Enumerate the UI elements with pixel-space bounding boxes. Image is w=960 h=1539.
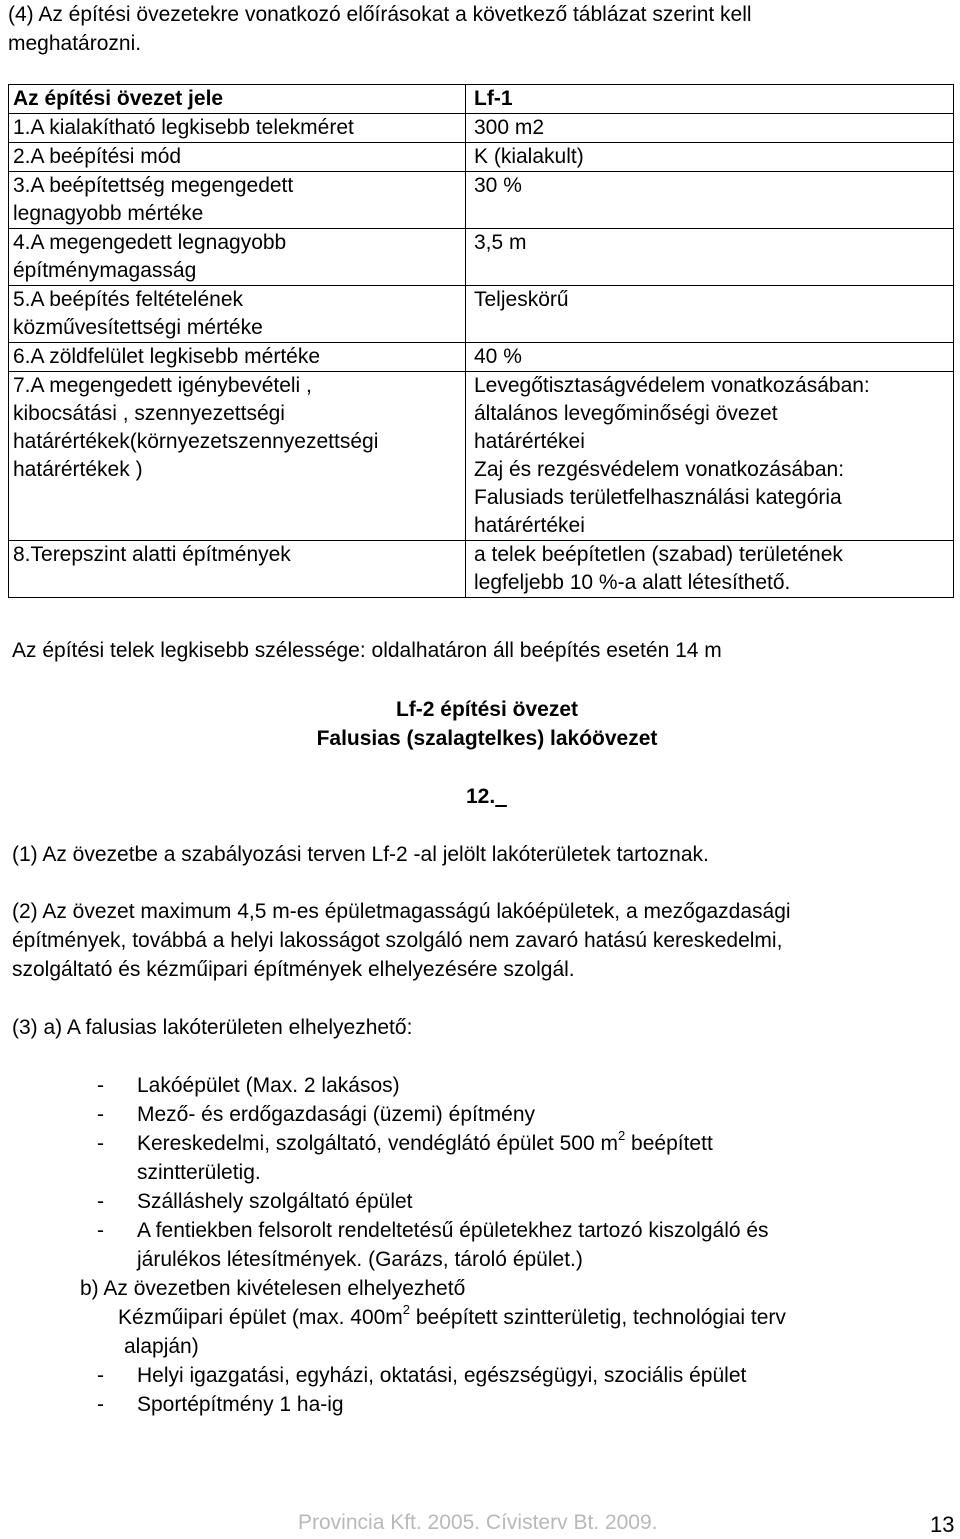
- table-cell-label: [9, 286, 466, 343]
- list-b-line: alapján): [124, 1335, 199, 1358]
- table-header-label: Az építési övezet jele: [9, 85, 466, 114]
- list-dash: -: [97, 1132, 104, 1155]
- table-row: [9, 143, 954, 172]
- list-item-text: beépített: [631, 1132, 713, 1155]
- list-dash: -: [97, 1074, 104, 1097]
- table-cell-value: 40 %: [466, 343, 954, 372]
- table-cell-label: [9, 372, 466, 541]
- table-cell-label: 6.A zöldfelület legkisebb mértéke: [9, 343, 466, 372]
- label-line: kibocsátási , szennyezettségi: [13, 402, 285, 425]
- table-cell-value: 30 %: [466, 172, 954, 229]
- label-line: közművesítettségi mértéke: [13, 316, 263, 339]
- list-item-text: Kereskedelmi, szolgáltató, vendéglátó épület 500 m: [137, 1132, 618, 1155]
- label-line: határértékek(környezetszennyezettségi: [13, 430, 379, 453]
- list-dash: -: [97, 1190, 104, 1213]
- list-item: Szálláshely szolgáltató épület: [137, 1190, 413, 1213]
- list-dash: -: [97, 1364, 104, 1387]
- table-row: [9, 372, 954, 541]
- table-cell-value: [466, 541, 954, 598]
- value-line: határértékei: [474, 514, 585, 537]
- list-b-text: beépített szintterületig, technológiai terv: [410, 1306, 786, 1329]
- list-item: A fentiekben felsorolt rendeltetésű épületekhez tartozó kiszolgáló és: [137, 1219, 769, 1242]
- label-line: határértékek ): [13, 458, 143, 481]
- table-row: [9, 114, 954, 143]
- label-line: 4.A megengedett legnagyobb: [13, 231, 287, 254]
- zone-heading-title: Lf-2 építési övezet: [395, 698, 579, 721]
- list-item: [137, 1129, 713, 1158]
- paragraph-3: (3) a) A falusias lakóterületen elhelyezhető:: [12, 1016, 413, 1039]
- value-line: Zaj és rezgésvédelem vonatkozásában:: [474, 458, 845, 481]
- list-b-heading: b) Az övezetben kivételesen elhelyezhető: [80, 1277, 466, 1300]
- list-dash: -: [97, 1103, 104, 1126]
- table-header-value: Lf-1: [466, 85, 954, 114]
- value-line: a telek beépítetlen (szabad) területének: [474, 543, 843, 566]
- table-cell-value: Teljeskörű: [466, 286, 954, 343]
- label-line: legnagyobb mértéke: [13, 202, 204, 225]
- table-cell-value: [466, 372, 954, 541]
- list-dash: -: [97, 1219, 104, 1242]
- intro-line-2: meghatározni.: [8, 32, 142, 55]
- value-line: Falusiads területfelhasználási kategória: [474, 486, 842, 509]
- table-row: [9, 286, 954, 343]
- paragraph-1: (1) Az övezetbe a szabályozási terven Lf-2 -al jelölt lakóterületek tartoznak.: [12, 843, 709, 866]
- table-cell-value: K (kialakult): [466, 143, 954, 172]
- section-underline: [495, 785, 507, 808]
- page-number: 13: [930, 1512, 955, 1537]
- table-cell-label: 8.Terepszint alatti építmények: [9, 541, 466, 598]
- table-row: [9, 229, 954, 286]
- list-b-text: Kézműipari épület (max. 400m: [118, 1306, 403, 1329]
- table-cell-label: [9, 229, 466, 286]
- zone-heading-subtitle: Falusias (szalagtelkes) lakóövezet: [316, 727, 658, 750]
- table-cell-label: 2.A beépítési mód: [9, 143, 466, 172]
- table-row: [9, 343, 954, 372]
- table-cell-label: [9, 172, 466, 229]
- superscript-2: 2: [402, 1302, 411, 1317]
- value-line: Levegőtisztaságvédelem vonatkozásában:: [474, 374, 870, 397]
- value-line: legfeljebb 10 %-a alatt létesíthető.: [474, 571, 791, 594]
- label-line: 5.A beépítés feltételének: [13, 288, 244, 311]
- intro-line-1: (4) Az építési övezetekre vonatkozó előírásokat a következő táblázat szerint kell: [8, 3, 752, 26]
- width-note: Az építési telek legkisebb szélessége: oldalhatáron áll beépítés esetén 14 m: [12, 639, 722, 662]
- label-line: 7.A megengedett igénybevételi ,: [13, 374, 312, 397]
- paragraph-2-line: (2) Az övezet maximum 4,5 m-es épületmagasságú lakóépületek, a mezőgazdasági: [12, 900, 791, 923]
- paragraph-2-line: szolgáltató és kézműipari építmények elhelyezésére szolgál.: [12, 958, 575, 981]
- label-line: 3.A beépítettség megengedett: [13, 174, 294, 197]
- label-line: építménymagasság: [13, 259, 197, 282]
- table-cell-value: 300 m2: [466, 114, 954, 143]
- list-item: Lakóépület (Max. 2 lakásos): [137, 1074, 400, 1097]
- list-dash: -: [97, 1393, 104, 1416]
- value-line: határértékei: [474, 430, 585, 453]
- table-cell-label: 1.A kialakítható legkisebb telekméret: [9, 114, 466, 143]
- paragraph-2-line: építmények, továbbá a helyi lakosságot szolgáló nem zavaró hatású kereskedelmi,: [12, 929, 783, 952]
- footer-text: Provincia Kft. 2005. Cívisterv Bt. 2009.: [298, 1511, 658, 1534]
- table-row: [9, 541, 954, 598]
- list-item: Sportépítmény 1 ha-ig: [137, 1393, 344, 1416]
- section-number-text: 12.: [466, 785, 496, 808]
- section-number: [466, 782, 507, 811]
- list-item-continuation: szintterületig.: [137, 1161, 261, 1184]
- list-b-line: [118, 1303, 786, 1332]
- list-item-continuation: járulékos létesítmények. (Garázs, tároló épület.): [137, 1248, 583, 1271]
- value-line: általános levegőminőségi övezet: [474, 402, 778, 425]
- list-item: Mező- és erdőgazdasági (üzemi) építmény: [137, 1103, 536, 1126]
- table-cell-value: 3,5 m: [466, 229, 954, 286]
- table-header-row: [9, 85, 954, 114]
- superscript-2: 2: [617, 1128, 626, 1143]
- zone-table: [8, 84, 954, 598]
- list-item: Helyi igazgatási, egyházi, oktatási, egészségügyi, szociális épület: [137, 1364, 747, 1387]
- table-row: [9, 172, 954, 229]
